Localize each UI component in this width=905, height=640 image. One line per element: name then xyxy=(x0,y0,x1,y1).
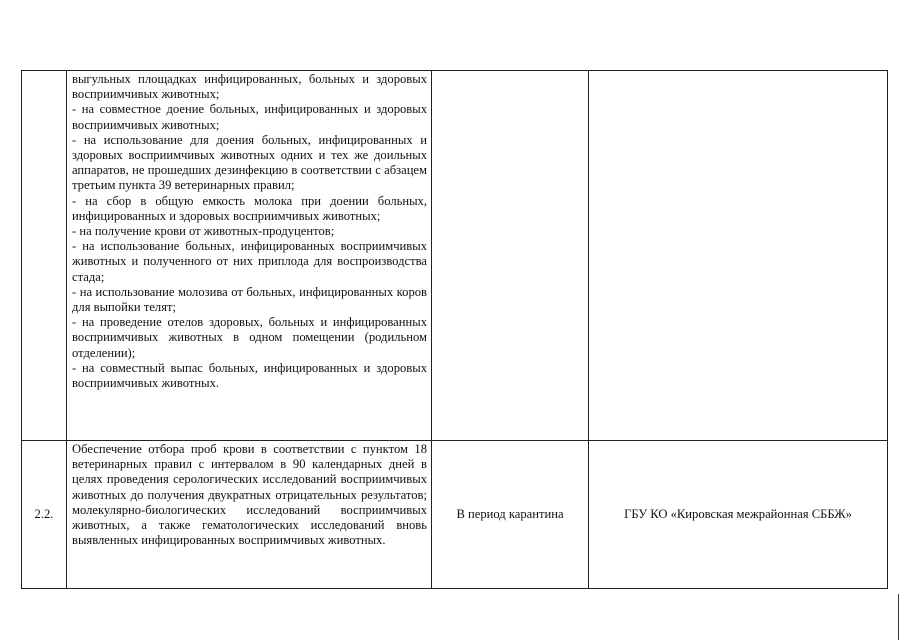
row-number-cell xyxy=(22,71,67,441)
row-number-cell: 2.2. xyxy=(22,441,67,589)
table-row xyxy=(22,71,888,441)
scan-edge-mark xyxy=(898,594,899,640)
period-cell: В период карантина xyxy=(432,441,589,589)
measure-paragraph: выгульных площадках инфицированных, больных и здоровых восприимчивых животных; xyxy=(72,72,427,102)
measure-paragraph: - на использование для доения больных, инфицированных и здоровых восприимчивых животных одних и тех же доильных аппаратов, не прошедших дезинфекцию в соответствии с абзацем третьим пункта 39 ветеринарных правил; xyxy=(72,132,427,193)
period-cell xyxy=(432,71,589,441)
measure-paragraph: - на использование молозива от больных, инфицированных коров для выпойки телят; xyxy=(72,284,427,315)
executor-cell xyxy=(589,71,888,441)
measure-paragraph: - на сбор в общую емкость молока при доении больных, инфицированных и здоровых восприимчивых животных; xyxy=(72,193,427,223)
measure-paragraph: - на получение крови от животных-продуцентов; xyxy=(72,224,335,239)
measure-text-cell xyxy=(67,71,432,441)
measures-table xyxy=(21,70,888,589)
measure-text-cell xyxy=(67,441,432,589)
measure-paragraph: - на совместный выпас больных, инфицированных и здоровых восприимчивых животных. xyxy=(72,360,427,391)
measure-paragraph: - на проведение отелов здоровых, больных и инфицированных восприимчивых животных в одном помещении (родильном отделении); xyxy=(72,315,427,360)
measure-paragraph: - на совместное доение больных, инфицированных и здоровых восприимчивых животных; xyxy=(72,102,427,132)
table-row xyxy=(22,441,888,589)
measure-paragraph: - на использование больных, инфицированных восприимчивых животных и полученного от них приплода для воспроизводства стада; xyxy=(72,239,427,284)
executor-cell: ГБУ КО «Кировская межрайонная СББЖ» xyxy=(589,441,888,589)
measure-paragraph: Обеспечение отбора проб крови в соответствии с пунктом 18 ветеринарных правил с интервалом в 90 календарных дней в целях проведения серологических исследований восприимчивых животных до получения двукратных отрицательных результатов; молекулярно-биологических исследований восприимчивых животных, а также гематологических исследований вновь выявленных инфицированных восприимчивых животных. xyxy=(72,442,427,548)
